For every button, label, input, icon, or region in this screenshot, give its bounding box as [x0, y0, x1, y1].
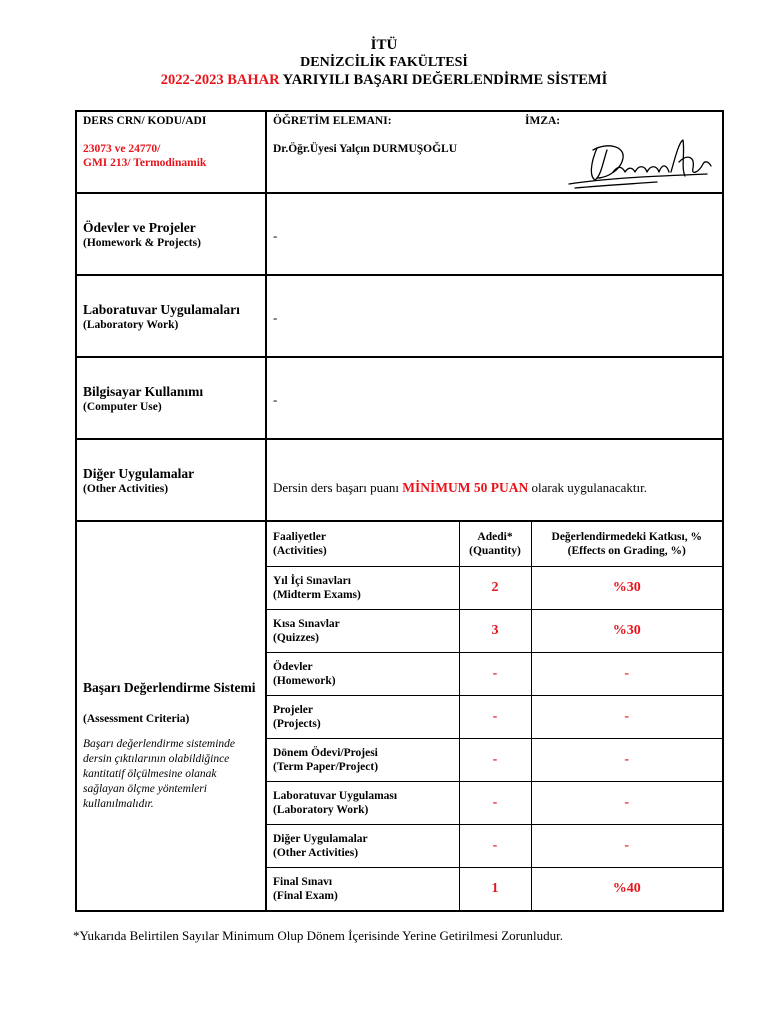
course-label: DERS CRN/ KODU/ADI	[83, 115, 207, 127]
activity-name	[267, 738, 459, 781]
assessment-label-cell	[76, 521, 266, 911]
laboratory-value: -	[273, 310, 278, 325]
computer-use-title: Bilgisayar Kullanımı	[83, 384, 204, 399]
footnote: *Yukarıda Belirtilen Sayılar Minimum Olup Dönem İçerisinde Yerine Getirilmesi Zorunludur.	[73, 928, 563, 943]
activity-name-en: (Quizzes)	[273, 631, 319, 644]
assessment-row	[76, 521, 723, 911]
activity-quantity: -	[459, 781, 531, 824]
quantity-header-tr: Adedi*	[477, 530, 513, 543]
activity-quantity: 3	[459, 609, 531, 652]
table-row	[267, 566, 722, 609]
laboratory-title: Laboratuvar Uygulamaları	[83, 302, 240, 317]
other-activities-label-cell	[76, 439, 266, 521]
table-row	[267, 695, 722, 738]
other-activities-value-cell	[266, 439, 723, 521]
activities-header-en: (Activities)	[273, 544, 327, 557]
signature-label: İMZA:	[525, 115, 561, 127]
laboratory-subtitle: (Laboratory Work)	[83, 319, 179, 331]
effect-header-tr: Değerlendirmedeki Katkısı, %	[551, 530, 702, 543]
min-note-after: olarak uygulanacaktır.	[528, 480, 647, 495]
course-cell	[76, 111, 266, 193]
activities-header-tr: Faaliyetler	[273, 530, 327, 543]
activity-name	[267, 609, 459, 652]
homework-value: -	[273, 228, 278, 243]
assessment-title: Başarı Değerlendirme Sistemi	[83, 680, 256, 695]
assessment-table	[75, 110, 724, 912]
activity-name	[267, 781, 459, 824]
homework-value-cell	[266, 193, 723, 275]
activity-name-tr: Yıl İçi Sınavları	[273, 574, 351, 587]
table-row	[267, 652, 722, 695]
table-row	[267, 867, 722, 910]
activity-name	[267, 867, 459, 910]
activity-quantity: 2	[459, 566, 531, 609]
grading-header-row	[267, 522, 722, 566]
faculty-name: DENİZCİLİK FAKÜLTESİ	[300, 55, 468, 70]
activity-name	[267, 824, 459, 867]
activity-name-tr: Diğer Uygulamalar	[273, 832, 368, 845]
activity-quantity: -	[459, 824, 531, 867]
laboratory-row	[76, 275, 723, 357]
activity-name	[267, 652, 459, 695]
effect-header-en: (Effects on Grading, %)	[567, 544, 686, 557]
document-title	[0, 71, 768, 89]
quantity-header-en: (Quantity)	[469, 544, 521, 557]
activity-name-tr: Dönem Ödevi/Projesi	[273, 746, 378, 759]
table-row	[267, 781, 722, 824]
computer-use-row	[76, 357, 723, 439]
assessment-grid-cell	[266, 521, 723, 911]
academic-year: 2022-2023	[160, 72, 224, 88]
activity-name	[267, 566, 459, 609]
activity-effect: %40	[531, 867, 722, 910]
activity-name-tr: Laboratuvar Uygulaması	[273, 789, 398, 802]
activity-name-tr: Projeler	[273, 703, 314, 716]
instructor-name: Dr.Öğr.Üyesi Yalçın DURMUŞOĞLU	[273, 143, 458, 155]
min-note-before: Dersin ders başarı puanı	[273, 480, 403, 495]
computer-use-label-cell	[76, 357, 266, 439]
course-row	[76, 111, 723, 193]
university-name: İTÜ	[370, 37, 398, 53]
activity-name-en: (Final Exam)	[273, 889, 338, 902]
course-code-name: GMI 213/ Termodinamik	[83, 157, 207, 169]
activities-header	[267, 522, 459, 566]
document-header	[0, 37, 768, 89]
instructor-cell	[266, 111, 723, 193]
activity-name-tr: Ödevler	[273, 660, 313, 673]
other-activities-row	[76, 439, 723, 521]
homework-row	[76, 193, 723, 275]
laboratory-label-cell	[76, 275, 266, 357]
activity-quantity: -	[459, 652, 531, 695]
activity-name-en: (Other Activities)	[273, 846, 359, 859]
computer-use-value-cell	[266, 357, 723, 439]
instructor-label: ÖĞRETİM ELEMANI:	[273, 115, 392, 127]
activity-name-en: (Projects)	[273, 717, 321, 730]
homework-title: Ödevler ve Projeler	[83, 220, 196, 235]
activity-effect: -	[531, 824, 722, 867]
activity-effect: -	[531, 652, 722, 695]
activity-effect: %30	[531, 566, 722, 609]
effect-header	[531, 522, 722, 566]
title-rest: YARIYILI BAŞARI DEĞERLENDİRME SİSTEMİ	[282, 72, 608, 88]
activity-name	[267, 695, 459, 738]
table-row	[267, 824, 722, 867]
signature-image	[567, 132, 717, 194]
activity-name-en: (Term Paper/Project)	[273, 760, 379, 773]
course-crn: 23073 ve 24770/	[83, 143, 161, 155]
activity-name-en: (Midterm Exams)	[273, 588, 361, 601]
homework-subtitle: (Homework & Projects)	[83, 237, 201, 249]
activity-effect: -	[531, 781, 722, 824]
activity-effect: -	[531, 695, 722, 738]
homework-label-cell	[76, 193, 266, 275]
activity-name-en: (Laboratory Work)	[273, 803, 369, 816]
grading-table	[267, 522, 722, 910]
table-row	[267, 738, 722, 781]
other-activities-subtitle: (Other Activities)	[83, 483, 169, 495]
activity-name-tr: Final Sınavı	[273, 875, 333, 888]
assessment-subtitle: (Assessment Criteria)	[83, 713, 190, 725]
activity-quantity: -	[459, 738, 531, 781]
activity-effect: -	[531, 738, 722, 781]
min-note-highlight: MİNİMUM 50 PUAN	[402, 480, 529, 495]
computer-use-subtitle: (Computer Use)	[83, 401, 162, 413]
laboratory-value-cell	[266, 275, 723, 357]
minimum-score-note	[267, 440, 722, 496]
table-row	[267, 609, 722, 652]
activity-quantity: 1	[459, 867, 531, 910]
computer-use-value: -	[273, 392, 278, 407]
activity-name-tr: Kısa Sınavlar	[273, 617, 340, 630]
activity-effect: %30	[531, 609, 722, 652]
term: BAHAR	[227, 72, 280, 88]
other-activities-title: Diğer Uygulamalar	[83, 466, 195, 481]
activity-name-en: (Homework)	[273, 674, 336, 687]
assessment-note: Başarı değerlendirme sisteminde dersin çıktılarının olabildiğince kantitatif ölçülmesine olanak sağlayan ölçme yöntemleri kullanılmalıdır.	[83, 738, 236, 810]
activity-quantity: -	[459, 695, 531, 738]
quantity-header	[459, 522, 531, 566]
